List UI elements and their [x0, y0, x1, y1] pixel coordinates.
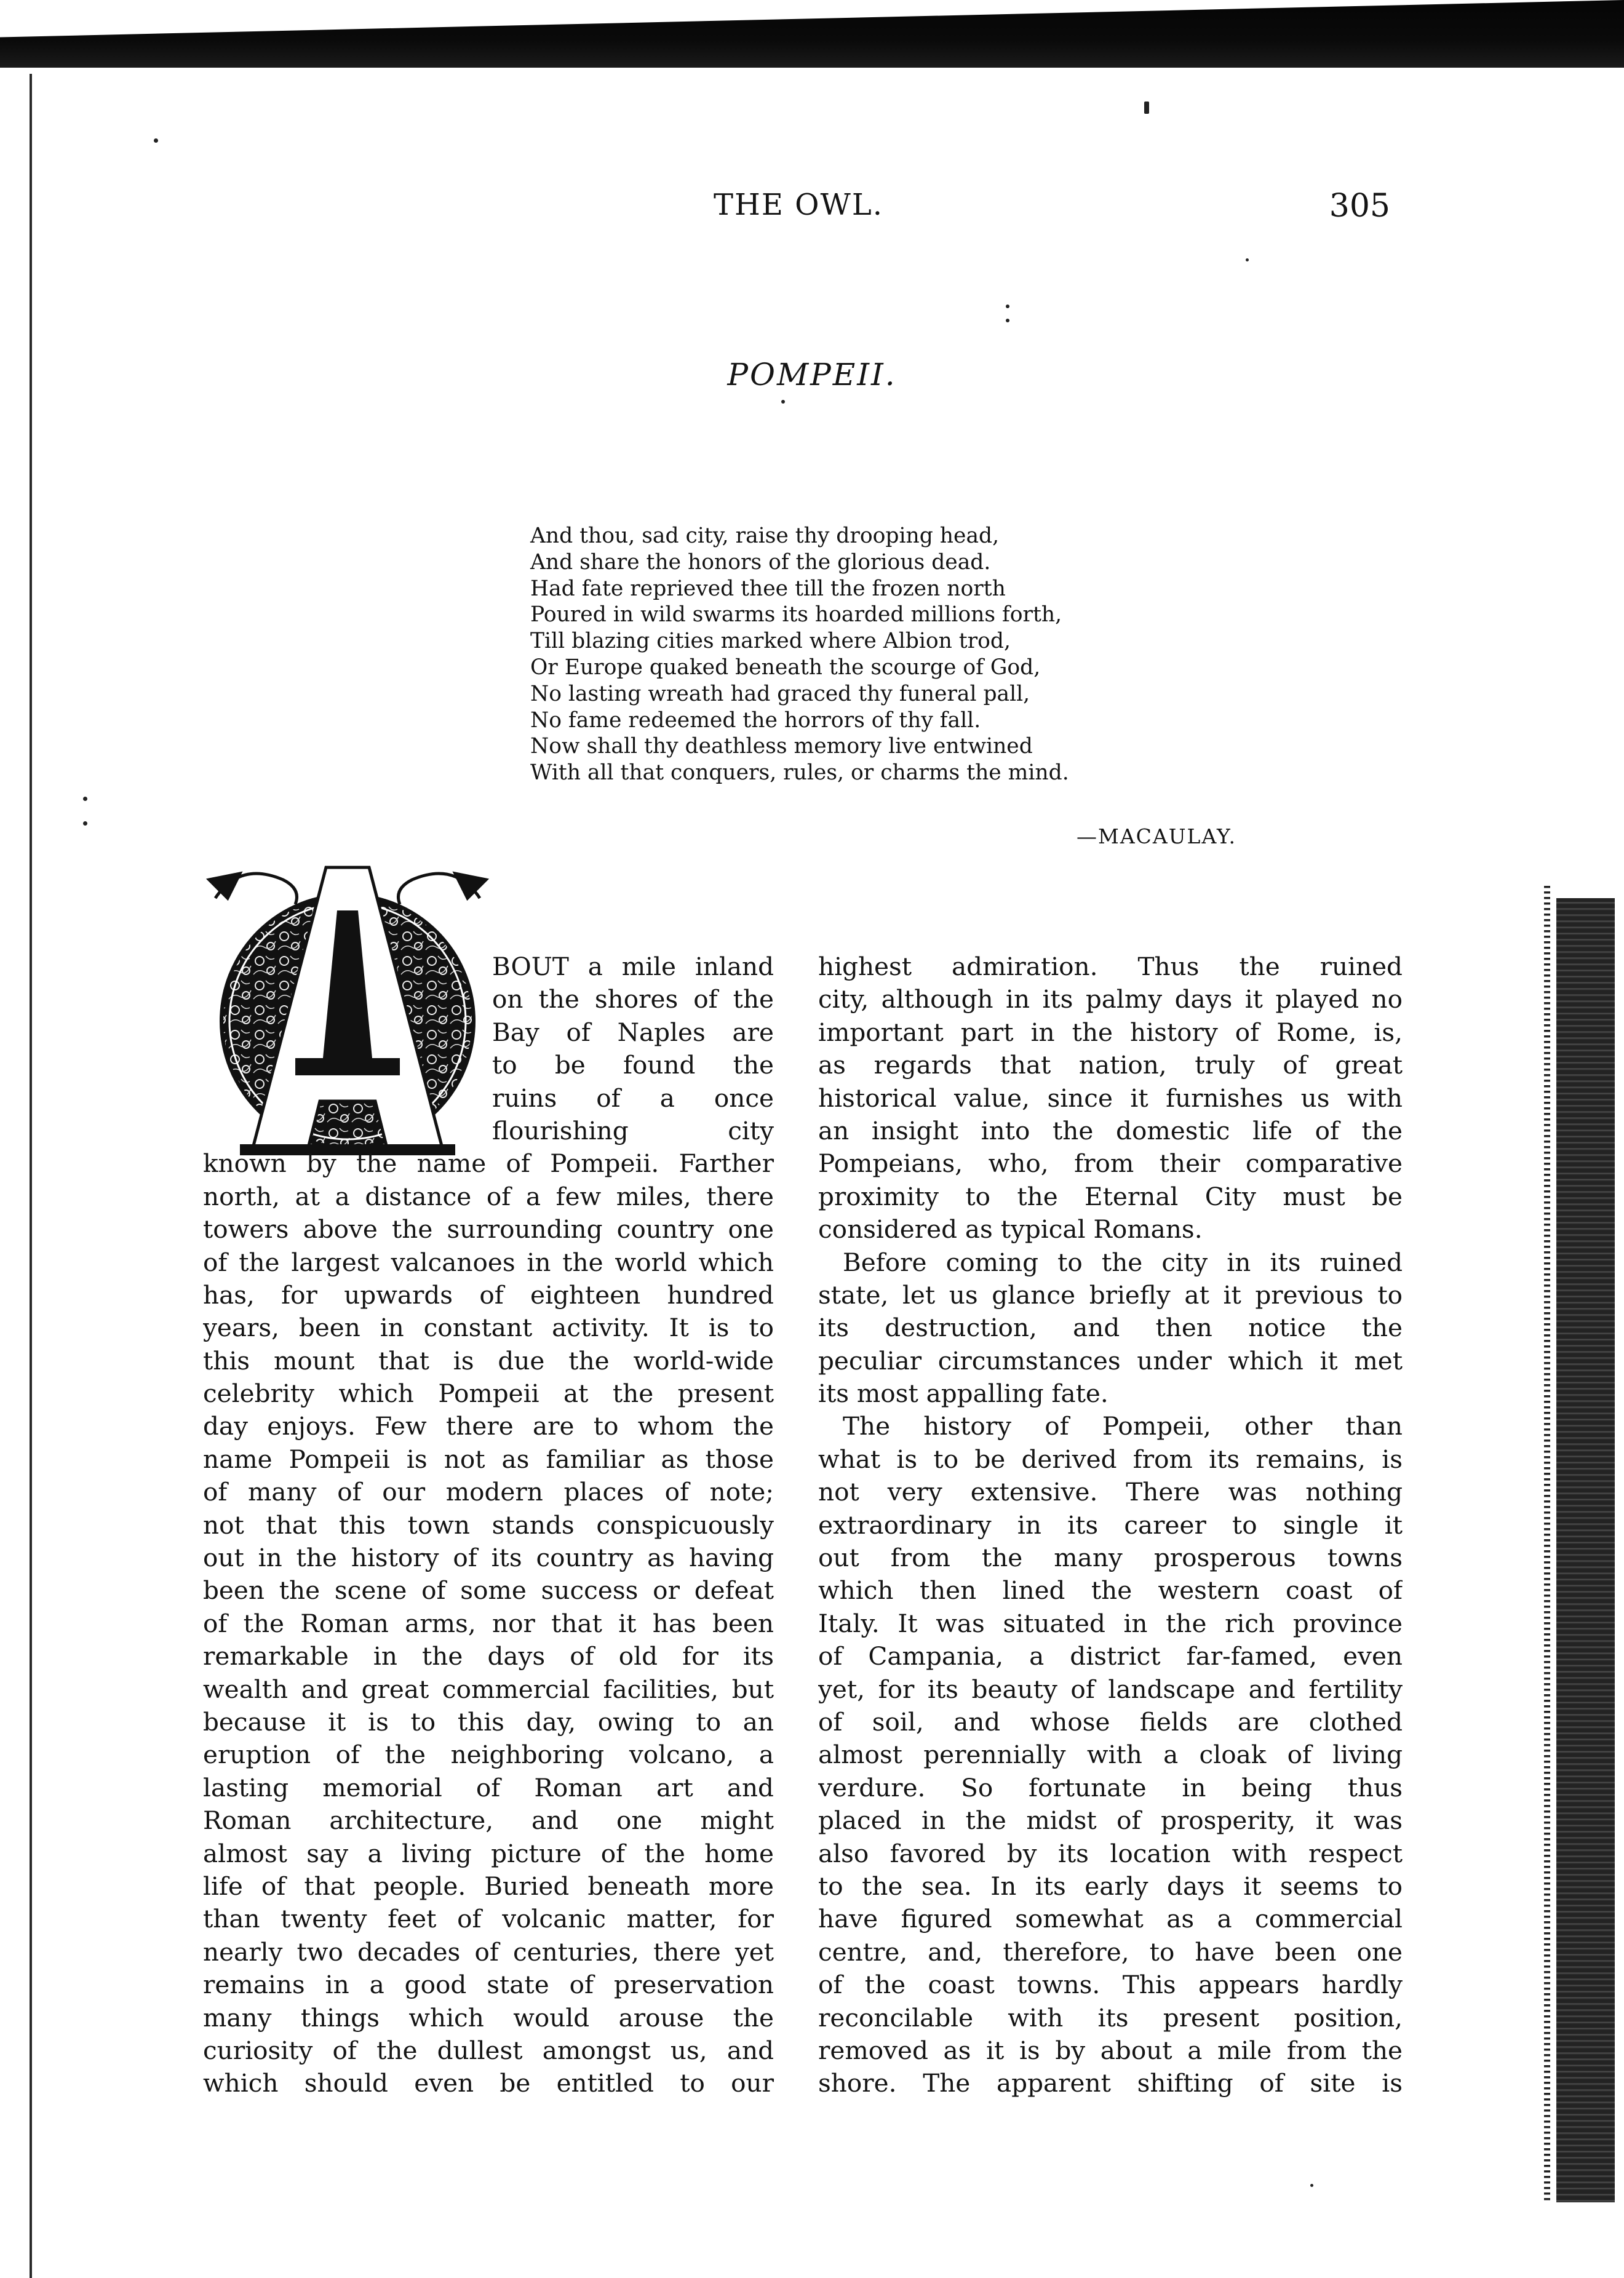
text-line: of many of our modern places of note; [203, 1477, 774, 1507]
text-line: have figured somewhat as a commercial [818, 1904, 1403, 1934]
text-line: Before coming to the city in its ruined [843, 1247, 1403, 1277]
text-line: what is to be derived from its remains, is [818, 1444, 1403, 1474]
text-line: to be found the [492, 1050, 774, 1080]
text-line: yet, for its beauty of landscape and fertility [818, 1674, 1403, 1704]
scan-speck [1246, 258, 1249, 261]
text-line: verdure. So fortunate in being thus [818, 1772, 1403, 1802]
text-line: eruption of the neighboring volcano, a [203, 1740, 774, 1770]
text-line: out from the many prosperous towns [818, 1543, 1403, 1573]
epigraph-poem [530, 523, 1330, 786]
scan-speck [781, 400, 785, 404]
text-line: known by the name of Pompeii. Farther [203, 1149, 774, 1179]
text-line: on the shores of the [492, 984, 774, 1014]
text-line: because it is to this day, owing to an [203, 1707, 774, 1737]
epigraph-attribution: —MACAULAY. [1077, 824, 1236, 848]
text-line: north, at a distance of a few miles, there [203, 1181, 774, 1211]
text-line: Italy. It was situated in the rich province [818, 1608, 1403, 1638]
scan-left-edge [30, 74, 32, 2278]
scan-top-shadow [0, 0, 1624, 68]
text-line: of the Roman arms, nor that it has been [203, 1608, 774, 1638]
text-line: Pompeians, who, from their comparative [818, 1149, 1403, 1179]
text-line: important part in the history of Rome, is, [818, 1017, 1403, 1047]
text-line: than twenty feet of volcanic matter, for [203, 1904, 774, 1934]
text-line: reconcilable with its present position, [818, 2002, 1403, 2033]
text-line: ruins of a once [492, 1083, 774, 1113]
text-line: of Campania, a district far-famed, even [818, 1641, 1403, 1671]
text-line: years, been in constant activity. It is to [203, 1313, 774, 1343]
page-number: 305 [1329, 188, 1390, 225]
text-line: The history of Pompeii, other than [843, 1411, 1403, 1441]
text-line: removed as it is by about a mile from the [818, 2035, 1403, 2065]
text-line: an insight into the domestic life of the [818, 1115, 1403, 1145]
text-line: almost say a living picture of the home [203, 1838, 774, 1868]
text-line: as regards that nation, truly of great [818, 1050, 1403, 1080]
text-line: celebrity which Pompeii at the present [203, 1379, 774, 1409]
text-line: remarkable in the days of old for its [203, 1641, 774, 1671]
text-line: shore. The apparent shifting of site is [818, 2068, 1403, 2098]
text-line: of the largest valcanoes in the world which [203, 1247, 774, 1277]
article-title: POMPEII. [727, 357, 897, 392]
poem-line: Poured in wild swarms its hoarded millions forth, [530, 602, 1062, 627]
text-line: life of that people. Buried beneath more [203, 1871, 774, 1901]
text-line: curiosity of the dullest amongst us, and [203, 2035, 774, 2065]
scan-speck [1006, 305, 1009, 308]
scan-speck [1310, 2184, 1313, 2187]
poem-line: Had fate reprieved thee till the frozen north [530, 576, 1006, 601]
body-column-left [203, 950, 774, 2100]
text-line: been the scene of some success or defeat [203, 1575, 774, 1606]
text-line: historical value, since it furnishes us with [818, 1083, 1403, 1113]
text-line: has, for upwards of eighteen hundred [203, 1280, 774, 1310]
text-line: highest admiration. Thus the ruined [818, 952, 1403, 981]
text-line: day enjoys. Few there are to whom the [203, 1411, 774, 1441]
poem-line: And share the honors of the glorious dead. [530, 549, 991, 575]
text-line: almost perennially with a cloak of living [818, 1740, 1403, 1770]
text-line: flourishing city [492, 1115, 774, 1145]
text-line: many things which would arouse the [203, 2002, 774, 2033]
text-line: state, let us glance briefly at it previous to [818, 1280, 1403, 1310]
scan-right-shadow [1556, 898, 1615, 2202]
text-line: not very extensive. There was nothing [818, 1477, 1403, 1507]
text-line: placed in the midst of prosperity, it was [818, 1806, 1403, 1836]
text-line: of soil, and whose fields are clothed [818, 1707, 1403, 1737]
text-line: of the coast towns. This appears hardly [818, 1970, 1403, 2000]
poem-line: No lasting wreath had graced thy funeral pall, [530, 681, 1030, 706]
text-line: Bay of Naples are [492, 1017, 774, 1047]
text-line: peculiar circumstances under which it met [818, 1345, 1403, 1376]
poem-line: Now shall thy deathless memory live entwined [530, 734, 1033, 759]
text-line: extraordinary in its career to single it [818, 1510, 1403, 1540]
poem-line: And thou, sad city, raise thy drooping head, [530, 524, 1000, 548]
scan-speck [154, 138, 158, 143]
journal-title: THE OWL. [714, 188, 883, 222]
text-line: remains in a good state of preservation [203, 1970, 774, 2000]
text-line: which then lined the western coast of [818, 1575, 1403, 1606]
text-line: nearly two decades of centuries, there yet [203, 1937, 774, 1967]
text-line: its destruction, and then notice the [818, 1313, 1403, 1343]
text-line: wealth and great commercial facilities, but [203, 1674, 774, 1704]
text-line: its most appalling fate. [818, 1379, 1109, 1409]
poem-line: Or Europe quaked beneath the scourge of God, [530, 655, 1041, 680]
text-line: this mount that is due the world-wide [203, 1345, 774, 1376]
scan-speck [83, 797, 87, 801]
text-line: considered as typical Romans. [818, 1214, 1203, 1245]
poem-line: No fame redeemed the horrors of thy fall. [530, 707, 981, 733]
scan-speck [1006, 319, 1009, 322]
text-line: to the sea. In its early days it seems to [818, 1871, 1403, 1901]
text-line: not that this town stands conspicuously [203, 1510, 774, 1540]
text-line: which should even be entitled to our [203, 2068, 774, 2098]
poem-line: Till blazing cities marked where Albion trod, [530, 629, 1011, 654]
text-line: Roman architecture, and one might [203, 1806, 774, 1836]
text-line: towers above the surrounding country one [203, 1214, 774, 1245]
scan-speck [83, 821, 87, 826]
text-line: BOUT a mile inland [492, 952, 774, 981]
text-line: proximity to the Eternal City must be [818, 1181, 1403, 1211]
scan-speck [1144, 102, 1149, 114]
text-line: city, although in its palmy days it played no [818, 984, 1403, 1014]
text-line: out in the history of its country as having [203, 1543, 774, 1573]
scan-right-rule [1544, 886, 1550, 2202]
running-header [714, 188, 1390, 237]
poem-line: With all that conquers, rules, or charms the mind. [530, 760, 1069, 786]
text-line: name Pompeii is not as familiar as those [203, 1444, 774, 1474]
text-line: centre, and, therefore, to have been one [818, 1937, 1403, 1967]
body-column-right [818, 950, 1403, 2100]
text-line: lasting memorial of Roman art and [203, 1772, 774, 1802]
text-line: also favored by its location with respect [818, 1838, 1403, 1868]
